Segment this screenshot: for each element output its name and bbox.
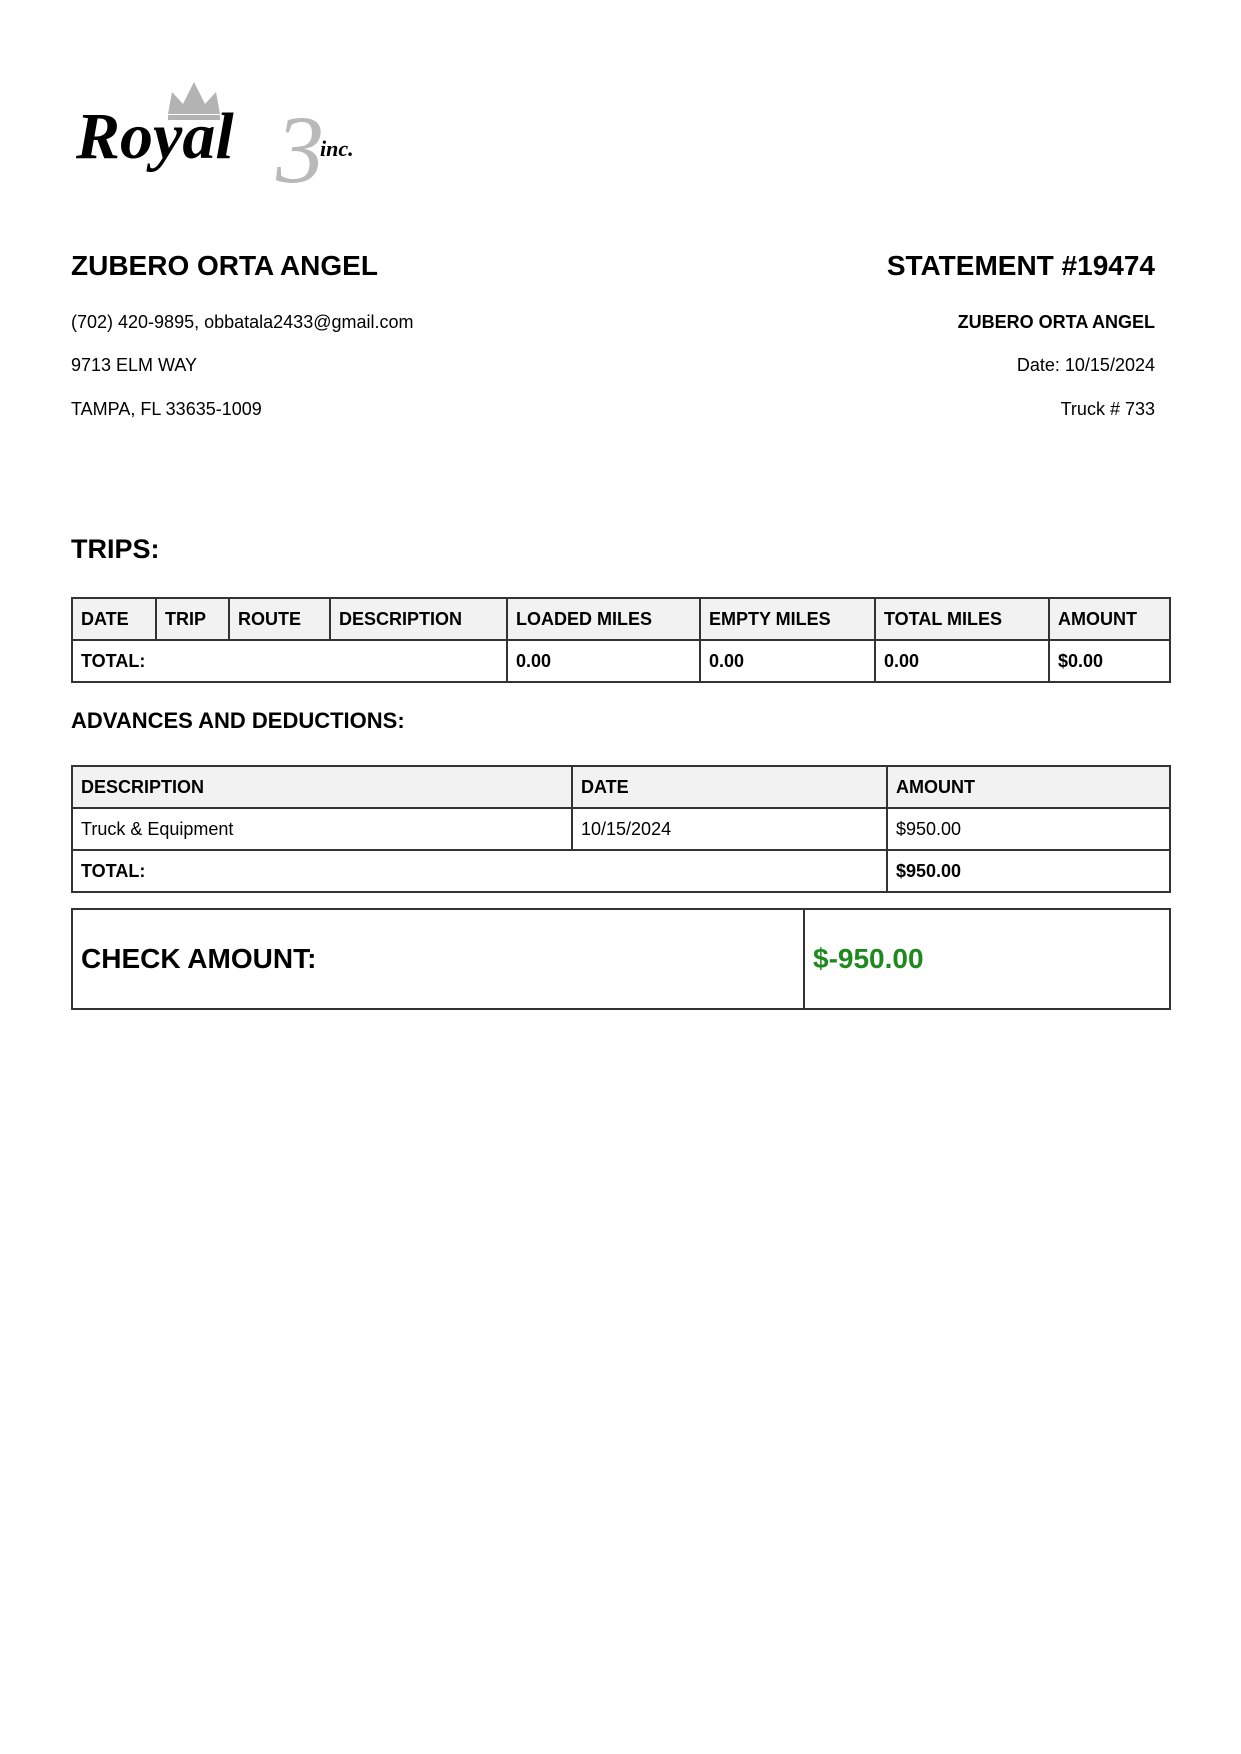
trips-table: [71, 597, 1171, 683]
trips-col-trip: TRIP: [156, 598, 229, 640]
trips-total-row: [72, 640, 1170, 682]
driver-name: ZUBERO ORTA ANGEL: [71, 250, 378, 281]
logo-suffix: inc.: [320, 136, 354, 161]
trips-header-row: [72, 598, 1170, 640]
advances-col-amount: AMOUNT: [887, 766, 1170, 808]
statement-driver-name: ZUBERO ORTA ANGEL: [957, 312, 1155, 332]
driver-contact: (702) 420-9895, obbatala2433@gmail.com: [71, 312, 414, 332]
advances-total-amount: $950.00: [887, 850, 1170, 892]
logo-text: Royal: [76, 100, 234, 173]
trips-col-route: ROUTE: [229, 598, 330, 640]
trips-col-date: DATE: [72, 598, 156, 640]
check-amount-table: [71, 908, 1171, 1010]
advance-description: Truck & Equipment: [72, 808, 572, 850]
trips-col-total-miles: TOTAL MILES: [875, 598, 1049, 640]
trips-heading: TRIPS:: [71, 534, 160, 564]
logo-mark: 3: [276, 96, 324, 190]
advances-total-label: TOTAL:: [72, 850, 887, 892]
advances-header-row: [72, 766, 1170, 808]
trips-total-miles: 0.00: [875, 640, 1049, 682]
trips-total-amount: $0.00: [1049, 640, 1170, 682]
advance-amount: $950.00: [887, 808, 1170, 850]
trips-col-empty-miles: EMPTY MILES: [700, 598, 875, 640]
trips-col-amount: AMOUNT: [1049, 598, 1170, 640]
trips-total-empty: 0.00: [700, 640, 875, 682]
check-amount-row: [72, 909, 1170, 1009]
advances-heading: ADVANCES AND DEDUCTIONS:: [71, 708, 405, 733]
statement-title: STATEMENT #19474: [886, 250, 1155, 281]
table-row: [72, 808, 1170, 850]
trips-total-loaded: 0.00: [507, 640, 700, 682]
advances-col-date: DATE: [572, 766, 887, 808]
advances-col-description: DESCRIPTION: [72, 766, 572, 808]
trips-col-description: DESCRIPTION: [330, 598, 507, 640]
driver-address-line1: 9713 ELM WAY: [71, 355, 198, 375]
advance-date: 10/15/2024: [572, 808, 887, 850]
check-amount-value: $-950.00: [804, 909, 1170, 1009]
advances-total-row: [72, 850, 1170, 892]
check-amount-label: CHECK AMOUNT:: [72, 909, 804, 1009]
trips-total-label: TOTAL:: [72, 640, 156, 682]
trips-col-loaded-miles: LOADED MILES: [507, 598, 700, 640]
company-logo: [76, 78, 386, 190]
statement-date: Date: 10/15/2024: [1016, 355, 1155, 375]
statement-truck: Truck # 733: [1060, 399, 1155, 419]
driver-address-line2: TAMPA, FL 33635-1009: [71, 399, 262, 419]
advances-table: [71, 765, 1171, 893]
